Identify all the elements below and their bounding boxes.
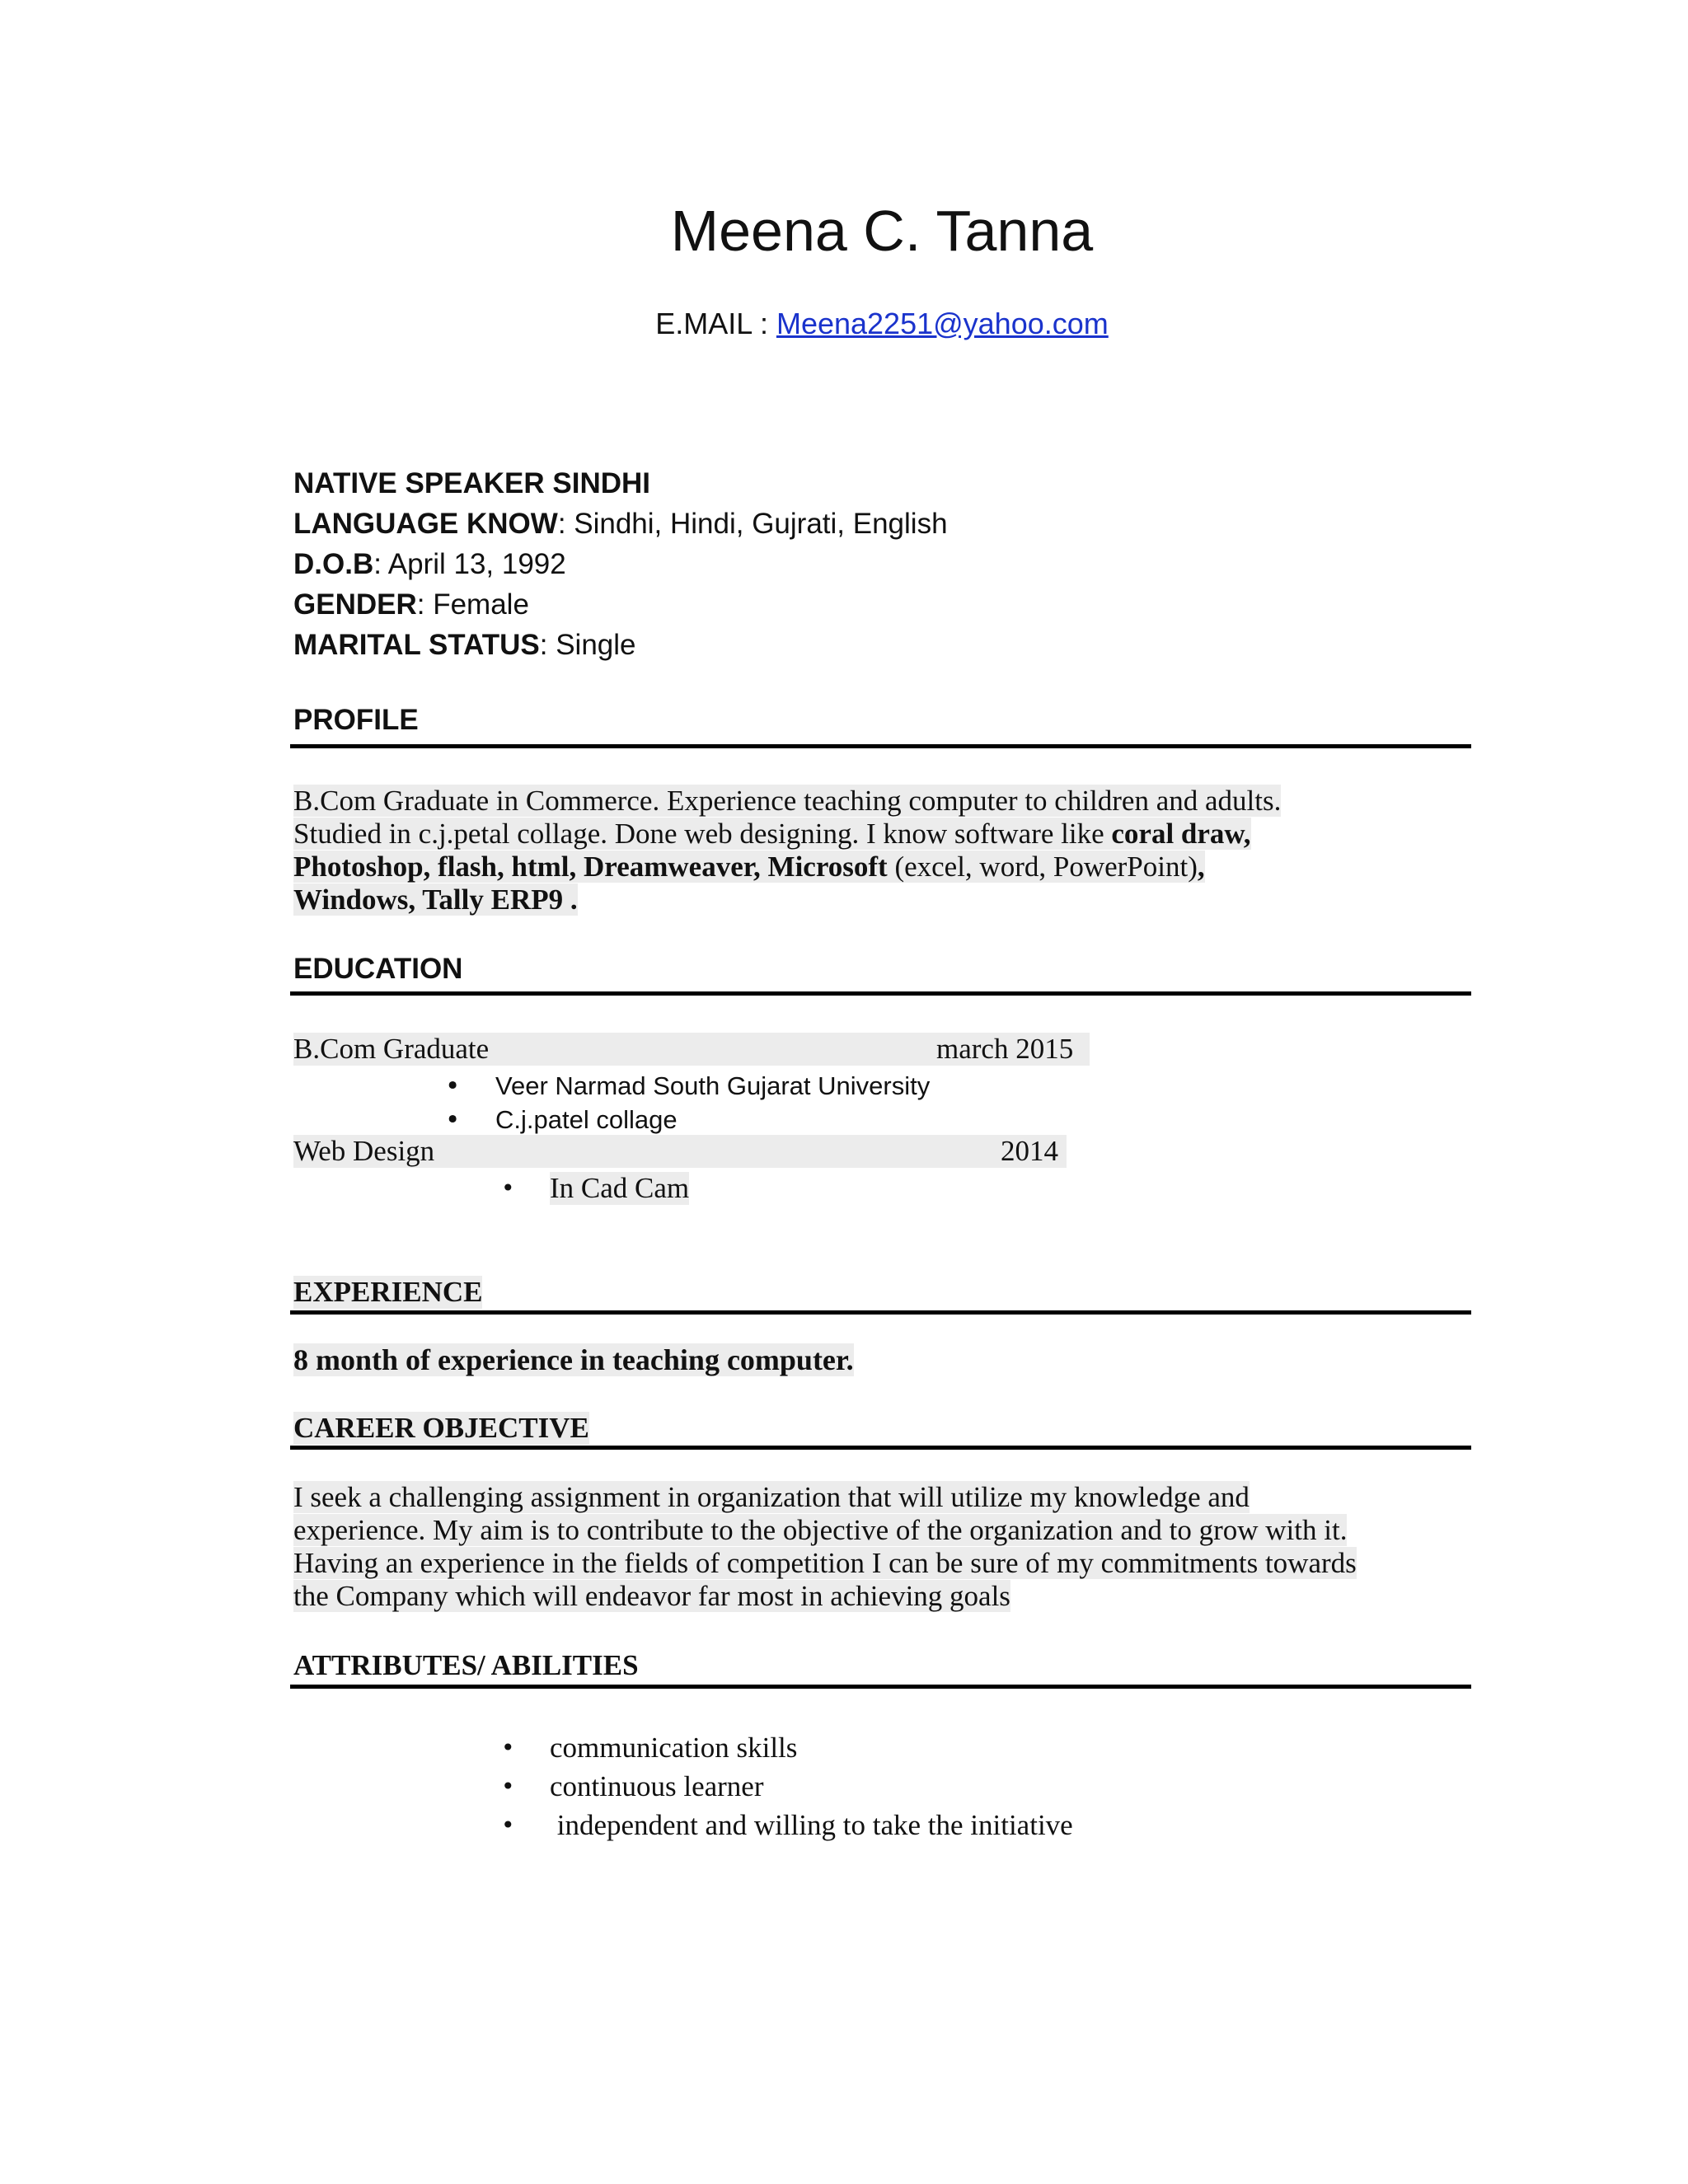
- profile-line-2-bold: coral draw,: [1111, 818, 1251, 850]
- education-degree: Web Design: [293, 1135, 435, 1167]
- bullet-icon: •: [501, 1174, 515, 1202]
- bullet-icon: •: [501, 1773, 515, 1800]
- language-row: [293, 504, 948, 544]
- education-year: 2014: [1001, 1135, 1058, 1167]
- education-divider: [290, 991, 1471, 996]
- marital-value: : Single: [539, 629, 636, 661]
- education-entry-bcom: [293, 1033, 1090, 1066]
- objective-line-2: [293, 1514, 1357, 1547]
- profile-divider: [290, 744, 1471, 748]
- ability-text: independent and willing to take the initiative: [550, 1809, 1073, 1841]
- experience-summary: 8 month of experience in teaching computer.: [293, 1343, 854, 1376]
- objective-line-1-text: I seek a challenging assignment in organization that will utilize my knowledge and: [293, 1481, 1250, 1513]
- experience-text: [293, 1343, 854, 1376]
- bullet-icon: •: [501, 1811, 515, 1839]
- email-link[interactable]: Meena2251@yahoo.com: [776, 307, 1109, 340]
- objective-line-3: [293, 1547, 1357, 1580]
- bullet-icon: •: [445, 1071, 461, 1101]
- education-year: march 2015: [936, 1033, 1074, 1065]
- personal-details: [293, 463, 948, 665]
- profile-line-4-bold: Windows, Tally ERP9 .: [293, 883, 578, 916]
- bullet-icon: •: [445, 1105, 461, 1135]
- bullet-text: C.j.patel collage: [495, 1105, 678, 1134]
- email-line: [0, 307, 1688, 341]
- experience-divider: [290, 1310, 1471, 1315]
- objective-line-4-text: the Company which will endeavor far most in achieving goals: [293, 1580, 1010, 1612]
- candidate-name: Meena C. Tanna: [670, 199, 1094, 263]
- profile-line-3: [293, 851, 1281, 883]
- career-objective-text: [293, 1481, 1357, 1613]
- marital-label: MARITAL STATUS: [293, 629, 540, 661]
- bullet-text: Veer Narmad South Gujarat University: [495, 1071, 931, 1100]
- experience-heading: EXPERIENCE: [293, 1276, 483, 1308]
- dob-row: [293, 544, 948, 584]
- dob-label: D.O.B: [293, 548, 374, 580]
- bullet-text: In Cad Cam: [550, 1172, 690, 1204]
- language-value: : Sindhi, Hindi, Gujrati, English: [557, 508, 948, 540]
- career-objective-divider: [290, 1446, 1471, 1450]
- ability-text: communication skills: [550, 1732, 798, 1764]
- profile-line-4: [293, 883, 1281, 916]
- dob-value: : April 13, 1992: [373, 548, 566, 580]
- gender-value: : Female: [416, 588, 529, 621]
- objective-line-2-text: experience. My aim is to contribute to the objective of the organization and to grow with it.: [293, 1514, 1348, 1546]
- profile-line-1: [293, 785, 1281, 818]
- native-speaker-text: NATIVE SPEAKER SINDHI: [293, 467, 651, 499]
- profile-line-1-text: B.Com Graduate in Commerce. Experience teaching computer to children and adults.: [293, 785, 1282, 817]
- language-label: LANGUAGE KNOW: [293, 508, 558, 540]
- objective-line-4: [293, 1580, 1357, 1613]
- profile-text: [293, 785, 1281, 916]
- native-speaker-row: [293, 463, 948, 504]
- education-entry-webdesign: [293, 1135, 1067, 1168]
- bullet-icon: •: [501, 1734, 515, 1761]
- ability-text: continuous learner: [550, 1770, 764, 1802]
- profile-line-2-text: Studied in c.j.petal collage. Done web designing. I know software like: [293, 818, 1112, 850]
- profile-heading: PROFILE: [293, 704, 419, 736]
- gender-label: GENDER: [293, 588, 417, 621]
- career-objective-heading: CAREER OBJECTIVE: [293, 1412, 589, 1444]
- profile-line-3-bold: Photoshop, flash, html, Dreamweaver, Microsoft: [293, 851, 888, 883]
- objective-line-1: [293, 1481, 1357, 1514]
- profile-line-3-end: ,: [1197, 851, 1205, 883]
- objective-line-3-text: Having an experience in the fields of competition I can be sure of my commitments towards: [293, 1547, 1357, 1579]
- education-heading: EDUCATION: [293, 953, 463, 985]
- email-label: E.MAIL :: [655, 307, 776, 340]
- abilities-heading: ATTRIBUTES/ ABILITIES: [293, 1649, 639, 1681]
- marital-row: [293, 625, 948, 665]
- education-degree: B.Com Graduate: [293, 1033, 490, 1065]
- profile-line-2: [293, 818, 1281, 851]
- profile-line-3-text: (excel, word, PowerPoint): [887, 851, 1198, 883]
- abilities-divider: [290, 1685, 1471, 1689]
- gender-row: [293, 584, 948, 625]
